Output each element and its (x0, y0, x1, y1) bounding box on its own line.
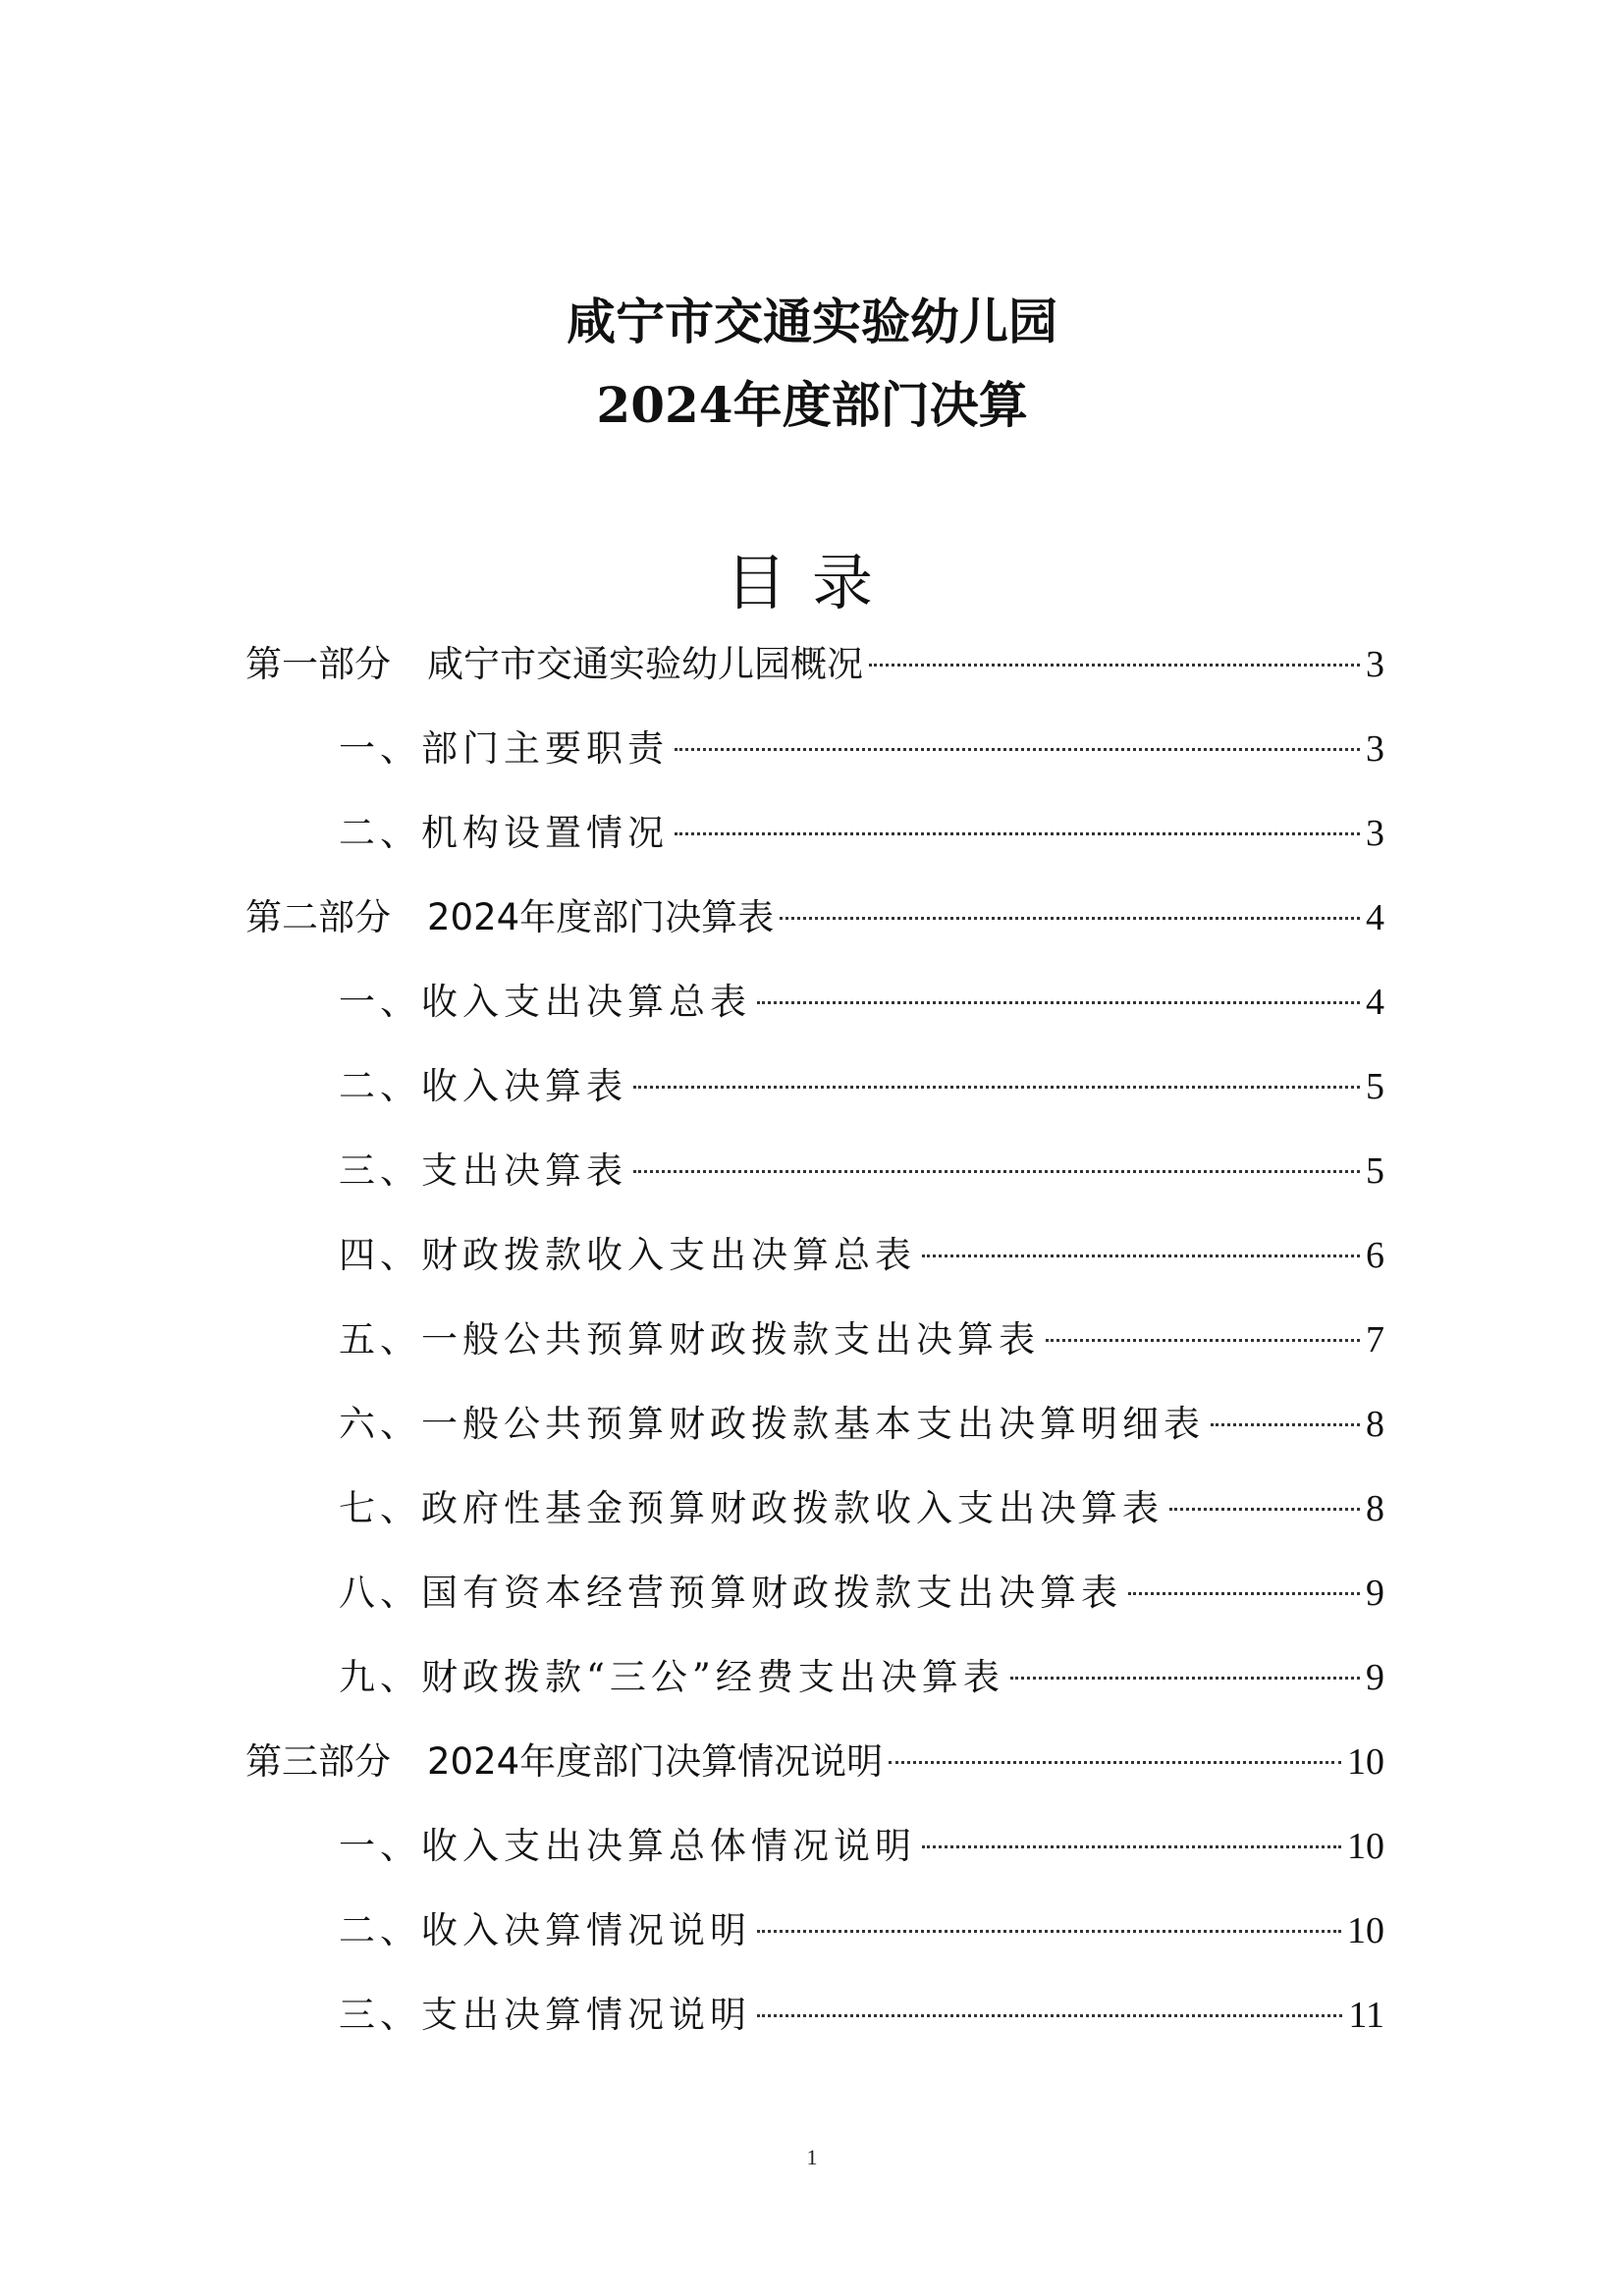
toc-entry-part-2[interactable] (245, 891, 1384, 944)
toc-entry-page: 10 (1347, 1910, 1384, 1951)
dot-leader (757, 2014, 1342, 2017)
toc-entry-label: 第一部分 咸宁市交通实验幼儿园概况 (245, 643, 863, 685)
toc-entry-page: 8 (1366, 1404, 1384, 1445)
dot-leader (675, 832, 1360, 835)
toc-entry-label: 三、支出决算情况说明 (339, 1994, 751, 2036)
toc-entry-part-3[interactable] (245, 1735, 1384, 1789)
toc-entry-page: 10 (1347, 1741, 1384, 1783)
toc-entry-label: 二、收入决算情况说明 (339, 1909, 751, 1951)
toc-entry[interactable] (339, 976, 1384, 1029)
toc-entry[interactable] (339, 1904, 1384, 1957)
toc-entry-page: 5 (1366, 1066, 1384, 1107)
dot-leader (1128, 1592, 1360, 1595)
toc-entry-page: 3 (1366, 644, 1384, 685)
document-subtitle: 2024年度部门决算 (596, 376, 1028, 434)
toc-entry-label: 四、财政拨款收入支出决算总表 (339, 1234, 916, 1276)
toc-entry-page: 3 (1366, 728, 1384, 770)
dot-leader (780, 917, 1360, 920)
dot-leader (675, 748, 1360, 751)
toc-entry-page: 9 (1366, 1657, 1384, 1698)
toc-entry-page: 9 (1366, 1573, 1384, 1614)
toc-entry[interactable] (339, 1060, 1384, 1113)
toc-entry[interactable] (339, 1398, 1384, 1451)
toc-entry-page: 11 (1348, 1995, 1384, 2036)
toc-entry-label: 六、一般公共预算财政拨款基本支出决算明细表 (339, 1403, 1205, 1445)
dot-leader (1010, 1677, 1360, 1680)
toc-entry-label: 二、收入决算表 (339, 1065, 627, 1107)
dot-leader (889, 1761, 1341, 1764)
toc-entry[interactable] (339, 1820, 1384, 1873)
dot-leader (922, 1255, 1360, 1257)
toc-heading: 目录 (725, 547, 898, 618)
toc-entry[interactable] (339, 722, 1384, 775)
toc-entry-page: 4 (1366, 897, 1384, 938)
toc-entry-page: 7 (1366, 1319, 1384, 1361)
toc-entry-label: 五、一般公共预算财政拨款支出决算表 (339, 1318, 1040, 1361)
toc-entry-label: 九、财政拨款“三公”经费支出决算表 (339, 1656, 1004, 1698)
toc-entry-label: 第二部分 2024年度部门决算表 (245, 896, 775, 938)
dot-leader (633, 1170, 1360, 1173)
toc-entry[interactable] (339, 1313, 1384, 1366)
toc-entry-page: 10 (1347, 1826, 1384, 1867)
document-title: 咸宁市交通实验幼儿园 (567, 293, 1057, 350)
dot-leader (757, 1930, 1341, 1933)
page-number: 1 (806, 2145, 818, 2169)
toc-entry[interactable] (339, 1567, 1384, 1620)
toc-entry[interactable] (339, 1651, 1384, 1704)
toc-entry[interactable] (339, 1482, 1384, 1535)
dot-leader (1046, 1339, 1360, 1342)
toc-entry-label: 第三部分 2024年度部门决算情况说明 (245, 1740, 884, 1783)
toc-entry-page: 3 (1366, 813, 1384, 854)
toc-entry-part-1[interactable] (245, 638, 1384, 691)
toc-entry-page: 5 (1366, 1150, 1384, 1192)
toc-entry-label: 一、收入支出决算总表 (339, 981, 751, 1023)
dot-leader (1211, 1423, 1360, 1426)
toc-entry-label: 八、国有资本经营预算财政拨款支出决算表 (339, 1572, 1122, 1614)
toc-entry-label: 七、政府性基金预算财政拨款收入支出决算表 (339, 1487, 1164, 1529)
toc-entry-label: 二、机构设置情况 (339, 812, 669, 854)
toc-entry-label: 一、收入支出决算总体情况说明 (339, 1825, 916, 1867)
dot-leader (757, 1001, 1360, 1004)
toc-entry[interactable] (339, 1229, 1384, 1282)
toc-entry-label: 三、支出决算表 (339, 1149, 627, 1192)
toc-entry[interactable] (339, 1989, 1384, 2042)
toc-entry-label: 一、部门主要职责 (339, 727, 669, 770)
dot-leader (922, 1845, 1341, 1848)
dot-leader (869, 664, 1360, 667)
dot-leader (633, 1086, 1360, 1089)
toc-entry[interactable] (339, 1145, 1384, 1198)
toc-entry[interactable] (339, 807, 1384, 860)
toc-entry-page: 8 (1366, 1488, 1384, 1529)
toc-entry-page: 6 (1366, 1235, 1384, 1276)
toc-entry-page: 4 (1366, 982, 1384, 1023)
dot-leader (1169, 1508, 1360, 1511)
